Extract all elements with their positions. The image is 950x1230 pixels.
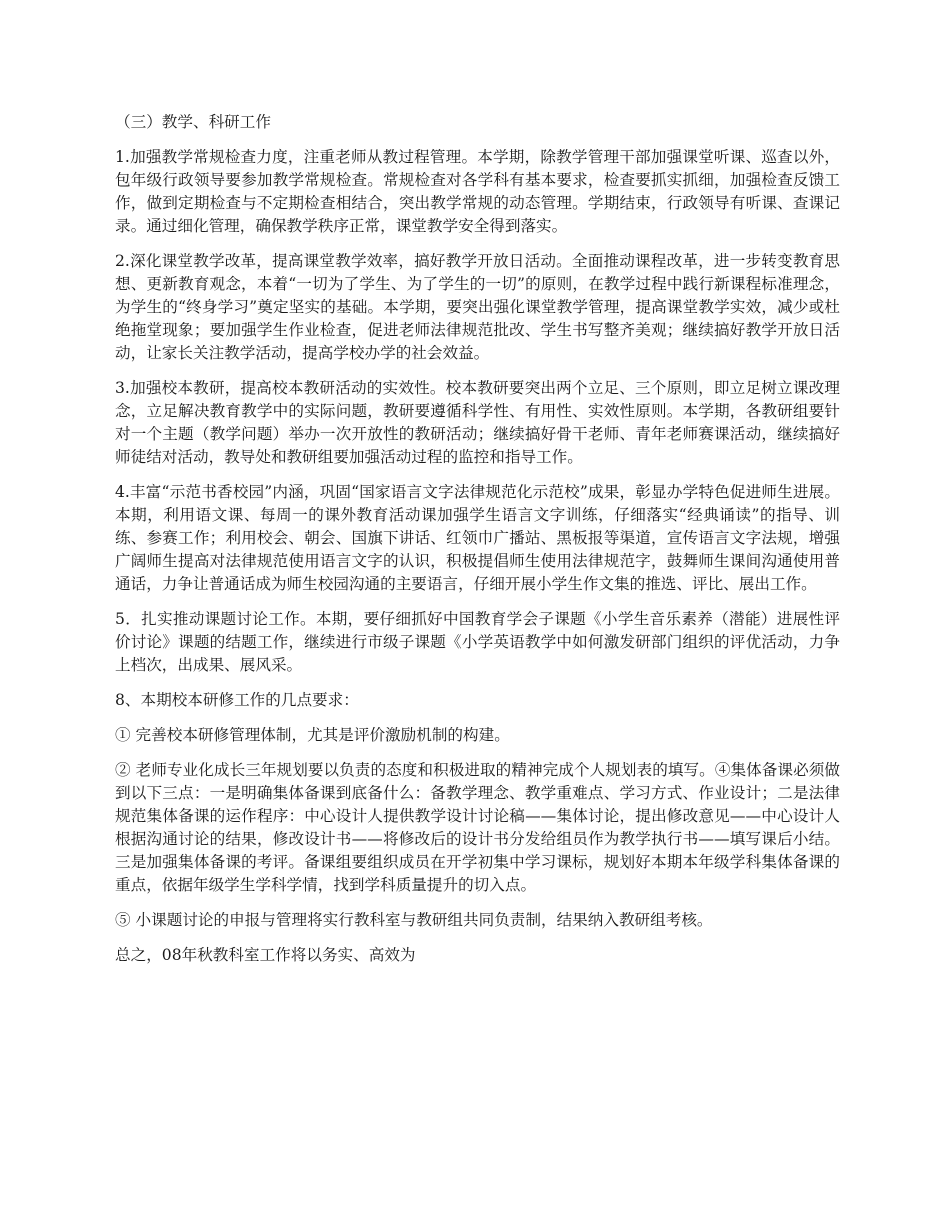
paragraph-classroom-reform: 2.深化课堂教学改革，提高课堂教学效率，搞好教学开放日活动。全面推动课程改革，进一步转变教育思想、更新教育观念，本着“一切为了学生、为了学生的一切”的原则，在教学过程中践行新课程标准理念，为学生的“终身学习”奠定坚实的基础。本学期，要突出强化课堂教学管理，提高课堂教学实效，减少或杜绝拖堂现象；要加强学生作业检查，促进老师法律规范批改、学生书写整齐美观；继续搞好教学开放日活动，让家长关注教学活动，提高学校办学的社会效益。 — [115, 252, 840, 362]
paragraph-research-topics: 5．扎实推动课题讨论工作。本期，要仔细抓好中国教育学会子课题《小学生音乐素养（潜能）进展性评价讨论》课题的结题工作，继续进行市级子课题《小学英语教学中如何激发研部门组织的评优活动，力争上档次，出成果、展风采。 — [115, 610, 840, 674]
paragraph-requirement-5: ⑤ 小课题讨论的申报与管理将实行教科室与教研组共同负责制，结果纳入教研组考核。 — [115, 911, 713, 929]
paragraph-teaching-routine: 1.加强教学常规检查力度，注重老师从教过程管理。本学期，除教学管理干部加强课堂听课、巡查以外，包年级行政领导要参加教学常规检查。常规检查对各学科有基本要求，检查要抓实抓细，加强检查反馈工作，做到定期检查与不定期检查相结合，突出教学常规的动态管理。学期结束，行政领导有听课、查课记录。通过细化管理，确保教学秩序正常，课堂教学安全得到落实。 — [115, 148, 840, 235]
paragraph-book-campus: 4.丰富“示范书香校园”内涵，巩固“国家语言文字法律规范化示范校”成果，彰显办学特色促进师生进展。本期，利用语文课、每周一的课外教育活动课加强学生语言文字训练，仔细落实“经典诵读”的指导、训练、参赛工作；利用校会、朝会、国旗下讲话、红领巾广播站、黑板报等渠道，宣传语言文字法规，增强广阔师生提高对法律规范使用语言文字的认识，积极提倡师生使用法律规范字，鼓舞师生课间沟通使用普通话，力争让普通话成为师生校园沟通的主要语言，仔细开展小学生作文集的推选、评比、展出工作。 — [115, 483, 840, 593]
paragraph-requirement-2: ② 老师专业化成长三年规划要以负责的态度和积极进取的精神完成个人规划表的填写。④集体备课必须做到以下三点：一是明确集体备课到底备什么：备教学理念、教学重难点、学习方式、作业设计；二是法律规范集体备课的运作程序：中心设计人提供教学设计讨论稿——集体讨论，提出修改意见——中心设计人根据沟通讨论的结果，修改设计书——将修改后的设计书分发给组员作为教学执行书——填写课后小结。三是加强集体备课的考评。备课组要组织成员在开学初集中学习课标，规划好本期本年级学科集体备课的重点，依据年级学生学科学情，找到学科质量提升的切入点。 — [115, 761, 840, 894]
paragraph-requirements-heading: 8、本期校本研修工作的几点要求： — [115, 691, 359, 709]
section-heading: （三）教学、科研工作 — [115, 113, 271, 131]
paragraph-summary: 总之，08年秋教科室工作将以务实、高效为 — [115, 946, 416, 964]
paragraph-school-research: 3.加强校本教研，提高校本教研活动的实效性。校本教研要突出两个立足、三个原则，即立足树立课改理念，立足解决教育教学中的实际问题，教研要遵循科学性、有用性、实效性原则。本学期，各教研组要针对一个主题（教学问题）举办一次开放性的教研活动；继续搞好骨干老师、青年老师赛课活动，继续搞好师徒结对活动，教导处和教研组要加强活动过程的监控和指导工作。 — [115, 379, 840, 466]
document-page — [115, 111, 840, 979]
paragraph-requirement-1: ① 完善校本研修管理体制，尤其是评价激励机制的构建。 — [115, 726, 510, 744]
